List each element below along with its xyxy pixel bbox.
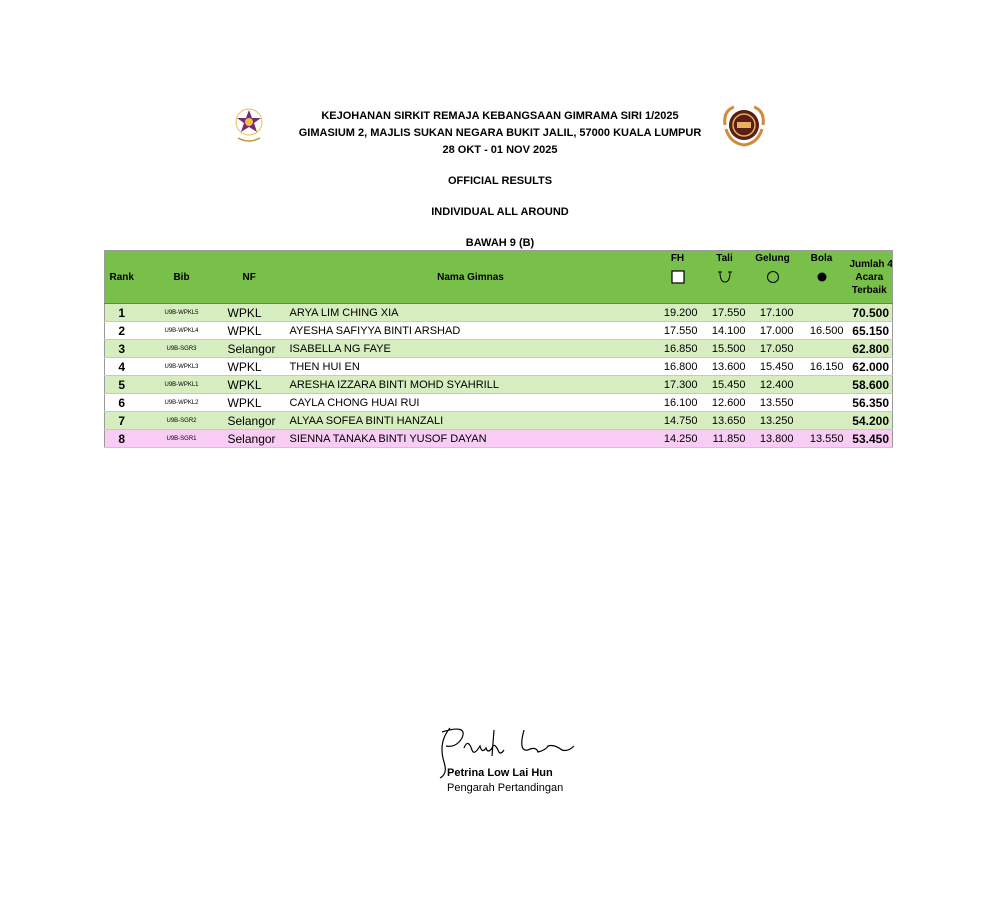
total-score-cell: 62.800 bbox=[847, 340, 893, 358]
fh-score-cell: 16.800 bbox=[655, 358, 701, 376]
free-hand-square-icon bbox=[671, 269, 685, 285]
fh-score-cell: 16.100 bbox=[655, 394, 701, 412]
fh-score-cell: 19.200 bbox=[655, 304, 701, 322]
col-total bbox=[847, 251, 893, 304]
tali-score-cell: 15.500 bbox=[701, 340, 749, 358]
fh-score-cell: 14.250 bbox=[655, 430, 701, 448]
gelung-score-cell: 13.250 bbox=[749, 412, 797, 430]
signatory-title: Pengarah Pertandingan bbox=[447, 782, 564, 794]
total-score-cell: 56.350 bbox=[847, 394, 893, 412]
fh-score-cell: 16.850 bbox=[655, 340, 701, 358]
rank-cell: 3 bbox=[105, 340, 139, 358]
gelung-score-cell: 13.800 bbox=[749, 430, 797, 448]
gymnast-name-cell: ALYAA SOFEA BINTI HANZALI bbox=[287, 412, 655, 430]
tali-score-cell: 15.450 bbox=[701, 376, 749, 394]
gymnast-name-cell: THEN HUI EN bbox=[287, 358, 655, 376]
total-score-cell: 62.000 bbox=[847, 358, 893, 376]
bib-cell: U9B-WPKL4 bbox=[139, 322, 225, 340]
bib-cell: U9B-WPKL5 bbox=[139, 304, 225, 322]
col-rank: Rank bbox=[105, 251, 139, 304]
table-row bbox=[105, 340, 893, 358]
gelung-score-cell: 12.400 bbox=[749, 376, 797, 394]
bola-score-cell bbox=[797, 340, 847, 358]
col-gelung-label: Gelung bbox=[755, 253, 790, 264]
gymnast-name-cell: ARESHA IZZARA BINTI MOHD SYAHRILL bbox=[287, 376, 655, 394]
bib-cell: U9B-SGR2 bbox=[139, 412, 225, 430]
bib-cell: U9B-SGR1 bbox=[139, 430, 225, 448]
bib-cell: U9B-WPKL3 bbox=[139, 358, 225, 376]
col-total-line3: Terbaik bbox=[851, 284, 887, 296]
tali-score-cell: 13.650 bbox=[701, 412, 749, 430]
table-row bbox=[105, 304, 893, 322]
bib-cell: U9B-WPKL1 bbox=[139, 376, 225, 394]
rank-cell: 5 bbox=[105, 376, 139, 394]
col-bib: Bib bbox=[139, 251, 225, 304]
nf-cell: Selangor bbox=[225, 340, 287, 358]
nf-cell: WPKL bbox=[225, 304, 287, 322]
tali-score-cell: 12.600 bbox=[701, 394, 749, 412]
gymnast-name-cell: AYESHA SAFIYYA BINTI ARSHAD bbox=[287, 322, 655, 340]
fh-score-cell: 14.750 bbox=[655, 412, 701, 430]
dates: 28 OKT - 01 NOV 2025 bbox=[442, 144, 558, 156]
bola-score-cell: 16.150 bbox=[797, 358, 847, 376]
total-score-cell: 53.450 bbox=[847, 430, 893, 448]
bola-score-cell: 16.500 bbox=[797, 322, 847, 340]
col-fh bbox=[655, 251, 701, 304]
total-score-cell: 70.500 bbox=[847, 304, 893, 322]
bola-score-cell bbox=[797, 304, 847, 322]
fh-score-cell: 17.550 bbox=[655, 322, 701, 340]
table-row bbox=[105, 358, 893, 376]
nf-cell: WPKL bbox=[225, 394, 287, 412]
col-total-line1: Jumlah 4 bbox=[849, 258, 893, 270]
col-name: Nama Gimnas bbox=[287, 251, 655, 304]
col-bola-label: Bola bbox=[810, 253, 833, 264]
fh-score-cell: 17.300 bbox=[655, 376, 701, 394]
gymnast-name-cell: ISABELLA NG FAYE bbox=[287, 340, 655, 358]
official-results-label: OFFICIAL RESULTS bbox=[447, 175, 553, 187]
tali-score-cell: 14.100 bbox=[701, 322, 749, 340]
nf-cell: Selangor bbox=[225, 412, 287, 430]
bola-score-cell bbox=[797, 376, 847, 394]
event-title: INDIVIDUAL ALL AROUND bbox=[431, 206, 569, 218]
venue: GIMASIUM 2, MAJLIS SUKAN NEGARA BUKIT JALIL, 57000 KUALA LUMPUR bbox=[298, 127, 702, 139]
gymnast-name-cell: ARYA LIM CHING XIA bbox=[287, 304, 655, 322]
hoop-icon bbox=[766, 269, 780, 285]
rank-cell: 6 bbox=[105, 394, 139, 412]
gelung-score-cell: 13.550 bbox=[749, 394, 797, 412]
bola-score-cell: 13.550 bbox=[797, 430, 847, 448]
gymnast-name-cell: CAYLA CHONG HUAI RUI bbox=[287, 394, 655, 412]
gelung-score-cell: 17.000 bbox=[749, 322, 797, 340]
table-row bbox=[105, 376, 893, 394]
nf-cell: Selangor bbox=[225, 430, 287, 448]
tali-score-cell: 17.550 bbox=[701, 304, 749, 322]
nf-cell: WPKL bbox=[225, 322, 287, 340]
total-score-cell: 65.150 bbox=[847, 322, 893, 340]
bib-cell: U9B-WPKL2 bbox=[139, 394, 225, 412]
tali-score-cell: 13.600 bbox=[701, 358, 749, 376]
rope-icon bbox=[717, 269, 733, 285]
gelung-score-cell: 17.100 bbox=[749, 304, 797, 322]
rank-cell: 7 bbox=[105, 412, 139, 430]
rank-cell: 4 bbox=[105, 358, 139, 376]
bib-cell: U9B-SGR3 bbox=[139, 340, 225, 358]
bola-score-cell bbox=[797, 412, 847, 430]
rank-cell: 8 bbox=[105, 430, 139, 448]
document-header bbox=[0, 108, 1000, 159]
total-score-cell: 54.200 bbox=[847, 412, 893, 430]
nf-cell: WPKL bbox=[225, 376, 287, 394]
championship-title: KEJOHANAN SIRKIT REMAJA KEBANGSAAN GIMRAMA SIRI 1/2025 bbox=[321, 110, 679, 122]
ball-icon bbox=[816, 269, 828, 285]
rank-cell: 2 bbox=[105, 322, 139, 340]
col-gelung bbox=[749, 251, 797, 304]
tali-score-cell: 11.850 bbox=[701, 430, 749, 448]
col-tali-label: Tali bbox=[716, 253, 733, 264]
gelung-score-cell: 17.050 bbox=[749, 340, 797, 358]
rank-cell: 1 bbox=[105, 304, 139, 322]
table-row bbox=[105, 430, 893, 448]
gelung-score-cell: 15.450 bbox=[749, 358, 797, 376]
results-body bbox=[105, 304, 893, 448]
col-bola bbox=[797, 251, 847, 304]
col-total-line2: Acara bbox=[855, 271, 884, 283]
table-header-row bbox=[105, 251, 893, 304]
total-score-cell: 58.600 bbox=[847, 376, 893, 394]
signatory-name: Petrina Low Lai Hun bbox=[447, 767, 553, 779]
table-row bbox=[105, 322, 893, 340]
table-row bbox=[105, 394, 893, 412]
gymnast-name-cell: SIENNA TANAKA BINTI YUSOF DAYAN bbox=[287, 430, 655, 448]
nf-cell: WPKL bbox=[225, 358, 287, 376]
col-fh-label: FH bbox=[670, 253, 685, 264]
bola-score-cell bbox=[797, 394, 847, 412]
category-title: BAWAH 9 (B) bbox=[465, 237, 535, 249]
results-table bbox=[104, 250, 893, 448]
col-nf: NF bbox=[225, 251, 287, 304]
col-tali bbox=[701, 251, 749, 304]
table-row bbox=[105, 412, 893, 430]
